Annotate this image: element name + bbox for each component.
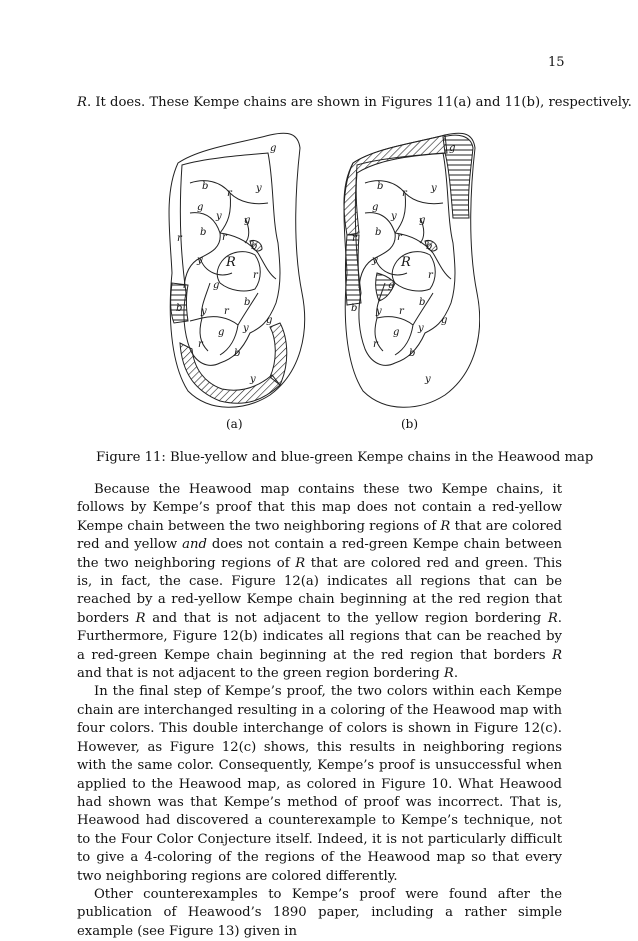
label-y: y <box>201 306 207 317</box>
p1-r1: R <box>440 518 451 534</box>
label-b: b <box>251 241 258 252</box>
label-r: r <box>373 339 378 350</box>
label-center-r: R <box>226 255 236 270</box>
figure-caption: Figure 11: Blue-yellow and blue-green Kempe chains in the Heawood map <box>96 450 594 465</box>
label-g: g <box>266 315 273 326</box>
label-b: b <box>409 348 416 359</box>
label-r: r <box>224 306 229 317</box>
p1-t2: that are colored red and yellow <box>77 518 562 553</box>
label-g: g <box>372 202 379 213</box>
p1-t1: Because the Heawood map contains these two Kempe chains, it follows by Kempe’s proof that this map does not contain a red-yellow Kempe chain between the two neighboring regions of <box>77 482 562 534</box>
label-b: b <box>244 297 251 308</box>
lead-text <box>77 93 632 113</box>
sublabel-b: (b) <box>401 417 419 431</box>
p1-r5: R <box>552 647 562 663</box>
region-r: R <box>77 95 87 110</box>
label-r: r <box>253 270 258 281</box>
label-g: g <box>393 327 400 338</box>
label-b: b <box>377 181 384 192</box>
map-a <box>169 133 305 407</box>
paragraph-2: In the final step of Kempe’s proof, the two colors within each Kempe chain are interchanged resulting in a coloring of the Heawood map with four colors. This double interchange of colors is shown in Figure 12(c). However, as Figure 12(c) shows, this results in neighboring regions with the same color. Consequently, Kempe’s proof is unsuccessful when applied to the Heawood map, as colored in Figure 10. What Heawood had shown was that Kempe’s method of proof was incorrect. That is, Heawood had discovered a counterexample to Kempe’s technique, not to the Four Color Conjecture itself. Indeed, it is not particularly difficult to give a 4-coloring of the regions of the Heawood map so that every two neighboring regions are colored differently. <box>77 684 562 884</box>
figure-11 <box>150 123 480 433</box>
label-g: g <box>419 215 426 226</box>
label-b: b <box>426 241 433 252</box>
label-y: y <box>256 183 262 194</box>
label-y: y <box>197 255 203 266</box>
label-g: g <box>197 202 204 213</box>
p1-r4: R <box>547 610 558 626</box>
label-g: g <box>218 327 225 338</box>
label-b: b <box>375 227 382 238</box>
label-r: r <box>227 188 232 199</box>
sublabel-a: (a) <box>226 417 243 431</box>
label-y: y <box>372 255 378 266</box>
p1-r2: R <box>295 555 306 571</box>
p1-t5: and that is not adjacent to the yellow region bordering <box>145 610 548 626</box>
map-b-labels <box>351 143 455 431</box>
label-r: r <box>177 233 182 244</box>
label-g: g <box>213 280 220 291</box>
label-g: g <box>449 143 456 154</box>
body-text <box>77 481 562 941</box>
label-b: b <box>234 348 241 359</box>
label-g: g <box>270 143 277 154</box>
label-y: y <box>376 306 382 317</box>
label-y: y <box>418 323 424 334</box>
paragraph-1 <box>77 481 562 683</box>
p1-and: and <box>182 537 207 553</box>
p1-t4: that are colored red and green. This is, in fact, the case. Figure 12(a) indicates all regions that can be reached by a red-yellow Kempe chain beginning at the red region that borders <box>77 555 562 626</box>
p1-t6: . Furthermore, Figure 12(b) indicates all regions that can be reached by a red-green Kempe chain beginning at the red region that borders <box>77 610 562 663</box>
label-r: r <box>399 306 404 317</box>
label-y: y <box>216 211 222 222</box>
label-g: g <box>244 215 251 226</box>
label-r: r <box>397 232 402 243</box>
label-r: r <box>198 339 203 350</box>
label-b: b <box>351 303 358 314</box>
label-b: b <box>200 227 207 238</box>
label-b: b <box>176 303 183 314</box>
label-center-r: R <box>401 255 411 270</box>
lead-text-rest: . It does. These Kempe chains are shown in Figures 11(a) and 11(b), respectively. <box>86 95 632 110</box>
label-y: y <box>431 183 437 194</box>
label-y: y <box>243 323 249 334</box>
p1-r3: R <box>135 610 146 626</box>
label-y: y <box>425 374 431 385</box>
p1-t7: and that is not adjacent to the green region bordering <box>77 666 444 682</box>
label-y: y <box>391 211 397 222</box>
p1-t3: does not contain a red-green Kempe chain between the two neighboring regions of <box>77 537 563 571</box>
kempe-chain-maps <box>150 123 480 433</box>
paragraph-3: Other counterexamples to Kempe’s proof were found after the publication of Heawood’s 1890 paper, including a rather simple example (see Figure 13) given in <box>77 886 562 939</box>
map-b <box>344 133 480 407</box>
p1-t8: . <box>453 666 459 682</box>
label-y: y <box>250 374 256 385</box>
label-r: r <box>352 233 357 244</box>
label-r: r <box>428 270 433 281</box>
p1-r6: R <box>443 666 454 682</box>
label-r: r <box>402 188 407 199</box>
label-g: g <box>441 315 448 326</box>
page-number: 15 <box>548 55 565 70</box>
label-b: b <box>202 181 209 192</box>
label-b: b <box>419 297 426 308</box>
label-r: r <box>222 232 227 243</box>
label-g: g <box>388 280 395 291</box>
